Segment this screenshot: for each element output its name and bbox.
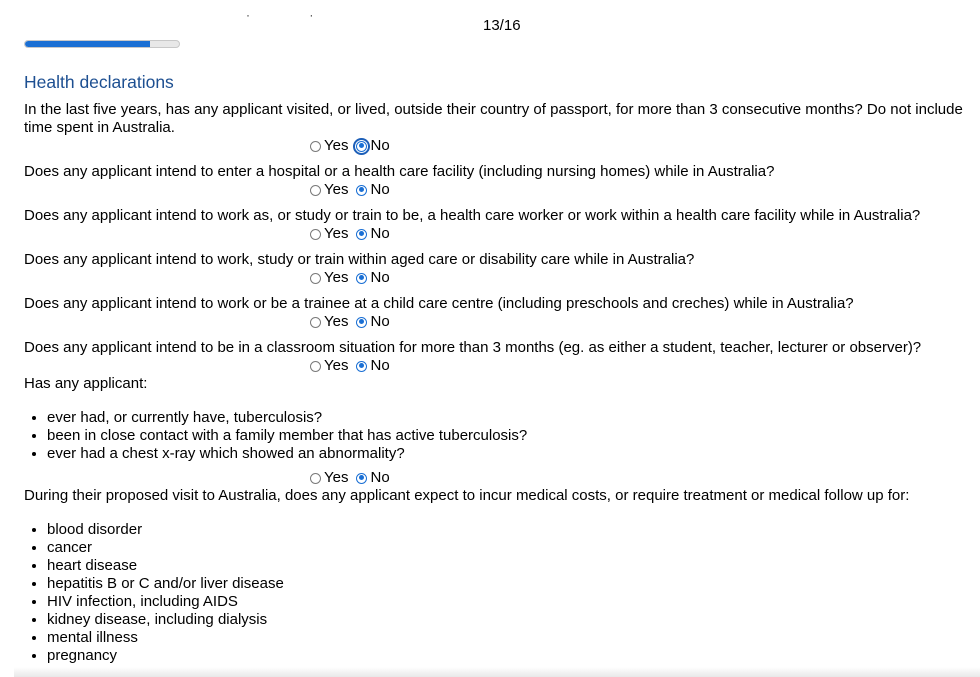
yes-radio[interactable] <box>310 361 321 372</box>
list-item: • pregnancy <box>47 647 969 665</box>
no-radio[interactable] <box>356 141 367 152</box>
question-text: Does any applicant intend to work as, or study or train to be, a health care worker or work within a health care facility while in Australia? <box>24 207 921 224</box>
yes-radio[interactable] <box>310 229 321 240</box>
yes-radio[interactable] <box>310 141 321 152</box>
page-counter: 13/16 <box>483 17 521 34</box>
yes-radio[interactable] <box>310 473 321 484</box>
question-text: Does any applicant intend to work, study or train within aged care or disability care while in Australia? <box>24 251 695 268</box>
radio-group <box>24 357 969 375</box>
medical-question-lead: During their proposed visit to Australia, does any applicant expect to incur medical costs, or require treatment or medical follow up for: <box>24 487 910 504</box>
no-label[interactable]: No <box>370 137 390 154</box>
yes-label[interactable]: Yes <box>324 137 349 154</box>
list-item: • been in close contact with a family member that has active tuberculosis? <box>47 427 969 445</box>
top-dots: · · <box>246 8 342 22</box>
yes-label[interactable]: Yes <box>324 181 349 198</box>
question-text: Does any applicant intend to enter a hospital or a health care facility (including nursing homes) while in Australia? <box>24 163 775 180</box>
no-label[interactable]: No <box>370 225 390 242</box>
section-title: Health declarations <box>24 72 174 92</box>
tb-conditions-list <box>24 409 969 463</box>
radio-group <box>24 469 969 487</box>
radio-group <box>24 313 969 331</box>
list-item: • hepatitis B or C and/or liver disease <box>47 575 969 593</box>
form-content <box>24 70 969 671</box>
no-label[interactable]: No <box>370 181 390 198</box>
question-text: Does any applicant intend to be in a classroom situation for more than 3 months (eg. as either a student, teacher, lecturer or observer)? <box>24 339 922 356</box>
yes-label[interactable]: Yes <box>324 469 349 486</box>
list-item: • HIV infection, including AIDS <box>47 593 969 611</box>
radio-group <box>24 225 969 243</box>
no-radio[interactable] <box>356 361 367 372</box>
no-radio[interactable] <box>356 317 367 328</box>
no-radio[interactable] <box>356 473 367 484</box>
no-label[interactable]: No <box>370 269 390 286</box>
yes-label[interactable]: Yes <box>324 269 349 286</box>
list-item: • cancer <box>47 539 969 557</box>
yes-radio[interactable] <box>310 185 321 196</box>
question-text: Does any applicant intend to work or be a trainee at a child care centre (including preschools and creches) while in Australia? <box>24 295 854 312</box>
radio-group <box>24 269 969 287</box>
no-label[interactable]: No <box>370 469 390 486</box>
list-item: • mental illness <box>47 629 969 647</box>
yes-label[interactable]: Yes <box>324 313 349 330</box>
no-radio[interactable] <box>356 229 367 240</box>
medical-conditions-list <box>24 521 969 665</box>
list-item: • kidney disease, including dialysis <box>47 611 969 629</box>
no-label[interactable]: No <box>370 313 390 330</box>
yes-label[interactable]: Yes <box>324 357 349 374</box>
progress-header <box>0 0 980 60</box>
radio-group <box>24 137 969 155</box>
no-radio[interactable] <box>356 273 367 284</box>
list-item: • blood disorder <box>47 521 969 539</box>
progress-bar <box>24 40 180 48</box>
question-text: In the last five years, has any applicant visited, or lived, outside their country of passport, for more than 3 consecutive months? Do not include time spent in Australia. <box>24 101 963 136</box>
list-item: • ever had a chest x-ray which showed an abnormality? <box>47 445 969 463</box>
tb-question-lead: Has any applicant: <box>24 375 148 392</box>
progress-bar-fill <box>25 41 150 47</box>
no-radio[interactable] <box>356 185 367 196</box>
yes-radio[interactable] <box>310 317 321 328</box>
list-item: • heart disease <box>47 557 969 575</box>
no-label[interactable]: No <box>370 357 390 374</box>
yes-radio[interactable] <box>310 273 321 284</box>
yes-label[interactable]: Yes <box>324 225 349 242</box>
radio-group <box>24 181 969 199</box>
list-item: • ever had, or currently have, tuberculosis? <box>47 409 969 427</box>
